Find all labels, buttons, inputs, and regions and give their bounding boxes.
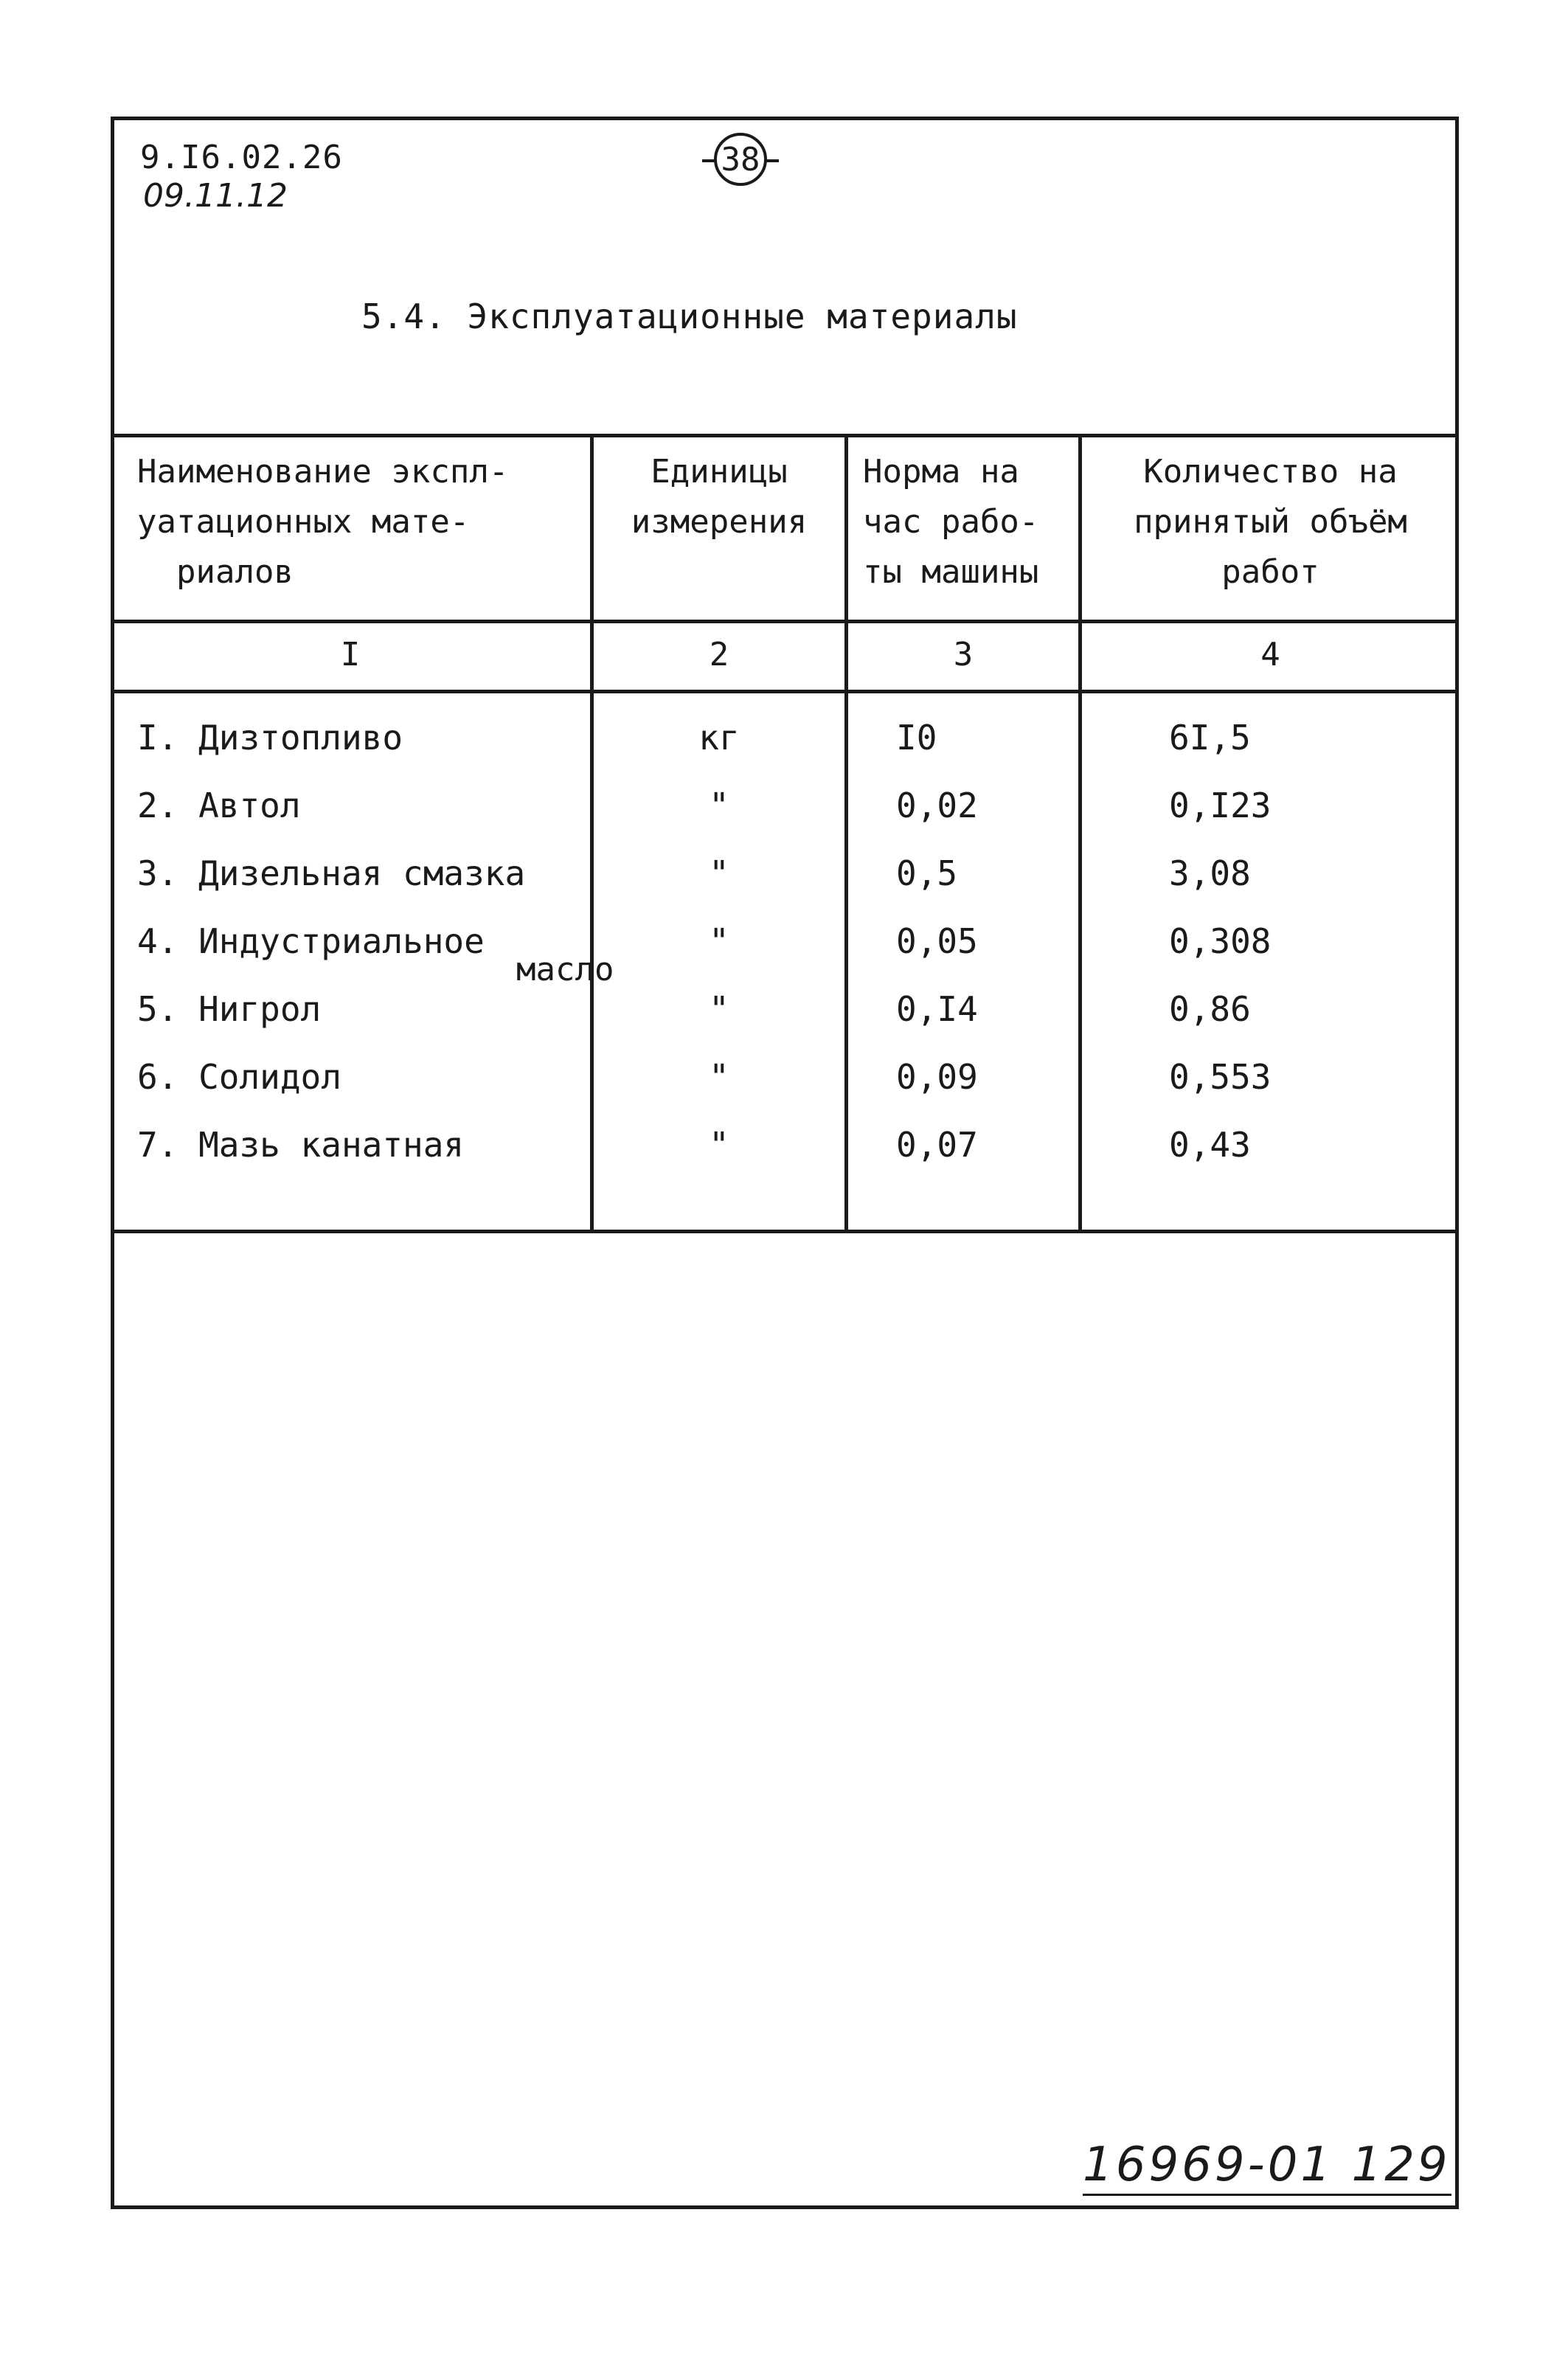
column-number-3: 3 <box>953 636 974 673</box>
material-norm: 0,5 <box>896 853 958 893</box>
material-quantity: 0,308 <box>1169 921 1272 961</box>
column-number-4: 4 <box>1260 636 1280 673</box>
document-code: 9.I6.02.26 <box>140 139 343 176</box>
table-bottom-border <box>111 1230 1459 1233</box>
materials-table <box>111 434 1459 1233</box>
material-quantity: 3,08 <box>1169 853 1251 893</box>
table-row <box>111 853 1459 921</box>
material-unit: кг <box>698 718 740 758</box>
header-divider <box>111 620 1459 623</box>
material-norm: 0,07 <box>896 1125 978 1165</box>
material-name: 3. Дизельная смазка <box>137 853 526 893</box>
material-unit: " <box>709 989 729 1029</box>
material-name: I. Дизтопливо <box>137 718 403 758</box>
table-row <box>111 718 1459 786</box>
header-unit: Единицы измерения <box>631 453 808 541</box>
material-norm: 0,05 <box>896 921 978 961</box>
table-row <box>111 1057 1459 1125</box>
material-unit: " <box>709 1125 729 1165</box>
material-name: 5. Нигрол <box>137 989 322 1029</box>
column-number-1: I <box>340 636 361 673</box>
material-norm: 0,02 <box>896 786 978 825</box>
header-norm: Норма на час рабо- ты машины <box>863 453 1039 591</box>
document-date: 09.11.12 <box>143 177 288 215</box>
material-norm: 0,09 <box>896 1057 978 1097</box>
material-name: 2. Автол <box>137 786 301 825</box>
footer-underline <box>1083 2194 1451 2196</box>
header-quantity: Количество на принятый объём работ <box>1134 453 1407 591</box>
page-number: 38 <box>714 133 767 186</box>
material-unit: " <box>709 921 729 961</box>
material-name: 7. Мазь канатная <box>137 1125 465 1165</box>
column-number-divider <box>111 690 1459 693</box>
table-row <box>111 1125 1459 1193</box>
material-norm: I0 <box>896 718 937 758</box>
section-title: 5.4. Эксплуатационные материалы <box>361 297 1018 336</box>
table-top-border <box>111 434 1459 437</box>
material-quantity: 0,86 <box>1169 989 1251 1029</box>
material-quantity: 0,I23 <box>1169 786 1272 825</box>
material-name: 4. Индустриальное <box>137 921 485 961</box>
material-norm: 0,I4 <box>896 989 978 1029</box>
header-material-name: Наименование экспл- уатационных мате- риалов <box>137 453 509 591</box>
material-name-continuation: масло <box>516 951 614 988</box>
material-quantity: 6I,5 <box>1169 718 1251 758</box>
material-unit: " <box>709 786 729 825</box>
table-row <box>111 989 1459 1057</box>
footer-reference: 16969-01 129 <box>1083 2138 1451 2192</box>
material-quantity: 0,553 <box>1169 1057 1272 1097</box>
column-number-2: 2 <box>709 636 729 673</box>
table-row <box>111 921 1459 989</box>
table-row <box>111 786 1459 853</box>
material-unit: " <box>709 853 729 893</box>
material-unit: " <box>709 1057 729 1097</box>
material-quantity: 0,43 <box>1169 1125 1251 1165</box>
material-name: 6. Солидол <box>137 1057 341 1097</box>
